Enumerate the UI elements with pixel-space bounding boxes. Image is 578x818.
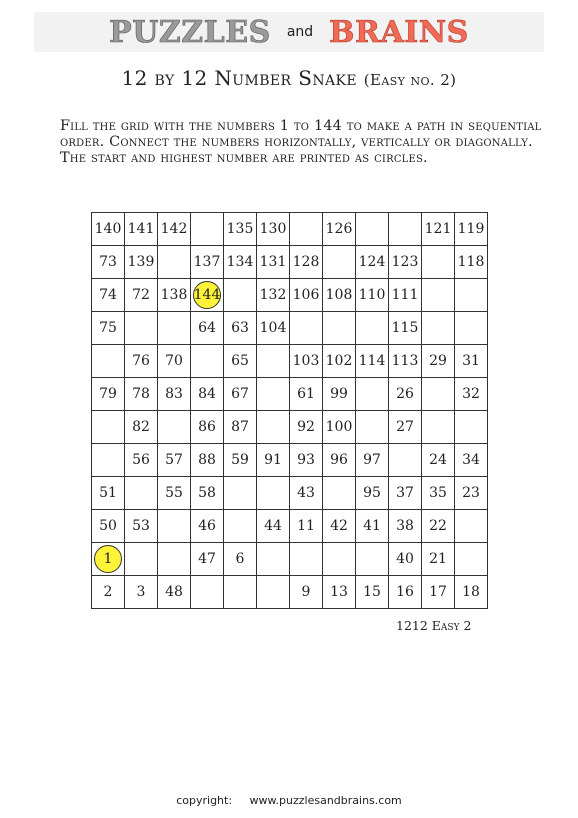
grid-cell[interactable]	[290, 477, 323, 510]
cell-value: 130	[259, 221, 287, 237]
website-link[interactable]: www.puzzlesandbrains.com	[249, 794, 402, 807]
cell-value: 2	[103, 584, 113, 600]
cell-value: 70	[165, 353, 183, 369]
cell-value: 140	[94, 221, 122, 237]
grid-cell[interactable]	[158, 444, 191, 477]
grid-cell[interactable]	[356, 312, 389, 345]
puzzle-grid	[91, 212, 488, 609]
cell-value: 27	[396, 419, 414, 435]
grid-cell[interactable]	[158, 576, 191, 609]
cell-value: 96	[330, 452, 348, 468]
cell-value: 23	[462, 485, 480, 501]
grid-cell[interactable]	[257, 246, 290, 279]
grid-cell[interactable]	[422, 444, 455, 477]
grid-cell[interactable]	[455, 576, 488, 609]
grid-cell[interactable]	[290, 246, 323, 279]
cell-value: 22	[429, 518, 447, 534]
grid-cell[interactable]	[455, 411, 488, 444]
grid-cell[interactable]	[290, 444, 323, 477]
cell-value: 40	[396, 551, 414, 567]
grid-cell[interactable]	[257, 444, 290, 477]
cell-value: 61	[297, 386, 315, 402]
grid-cell[interactable]	[125, 312, 158, 345]
grid-cell[interactable]	[224, 444, 257, 477]
cell-value: 63	[231, 320, 249, 336]
cell-value: 110	[358, 287, 386, 303]
cell-value: 13	[330, 584, 348, 600]
grid-cell[interactable]	[125, 246, 158, 279]
grid-cell[interactable]	[422, 213, 455, 246]
cell-value: 50	[99, 518, 117, 534]
grid-cell[interactable]	[356, 279, 389, 312]
cell-value: 134	[226, 254, 254, 270]
grid-cell[interactable]	[323, 543, 356, 576]
title-sub: (Easy no. 2)	[363, 71, 457, 89]
grid-cell[interactable]	[125, 345, 158, 378]
copyright-footer	[0, 794, 578, 807]
grid-cell[interactable]	[92, 411, 125, 444]
cell-value: 139	[127, 254, 155, 270]
grid-cell[interactable]	[323, 510, 356, 543]
grid-cell[interactable]	[356, 543, 389, 576]
grid-cell[interactable]	[323, 213, 356, 246]
cell-value: 142	[160, 221, 188, 237]
grid-cell[interactable]	[356, 345, 389, 378]
grid-cell[interactable]	[158, 543, 191, 576]
grid-cell[interactable]	[356, 576, 389, 609]
grid-cell[interactable]	[257, 576, 290, 609]
grid-cell[interactable]	[290, 279, 323, 312]
title-main: 12 by 12 Number Snake	[121, 66, 357, 90]
cell-value: 124	[358, 254, 386, 270]
grid-cell[interactable]	[125, 213, 158, 246]
grid-cell[interactable]	[224, 378, 257, 411]
grid-cell[interactable]	[389, 543, 422, 576]
grid-cell[interactable]	[389, 279, 422, 312]
grid-cell[interactable]	[389, 411, 422, 444]
logo-and: and	[286, 24, 314, 40]
cell-value: 34	[462, 452, 480, 468]
cell-value: 59	[231, 452, 249, 468]
grid-cell[interactable]	[356, 477, 389, 510]
cell-value: 38	[396, 518, 414, 534]
grid-cell[interactable]	[455, 345, 488, 378]
cell-value: 16	[396, 584, 414, 600]
grid-cell[interactable]	[323, 246, 356, 279]
grid-cell[interactable]	[290, 312, 323, 345]
cell-value: 56	[132, 452, 150, 468]
grid-cell[interactable]	[92, 246, 125, 279]
grid-cell[interactable]	[323, 477, 356, 510]
cell-value: 119	[457, 221, 485, 237]
grid-cell[interactable]	[191, 477, 224, 510]
cell-value: 46	[198, 518, 216, 534]
cell-value: 9	[301, 584, 311, 600]
cell-value: 114	[358, 353, 386, 369]
grid-cell[interactable]	[389, 477, 422, 510]
cell-value: 1	[94, 545, 122, 573]
grid-cell[interactable]	[92, 279, 125, 312]
cell-value: 48	[165, 584, 183, 600]
cell-value: 131	[259, 254, 287, 270]
grid-cell[interactable]	[158, 246, 191, 279]
grid-cell[interactable]	[125, 444, 158, 477]
grid-cell[interactable]	[191, 444, 224, 477]
grid-cell[interactable]	[257, 510, 290, 543]
grid-cell[interactable]	[422, 510, 455, 543]
cell-value: 65	[231, 353, 249, 369]
cell-value: 118	[457, 254, 485, 270]
grid-cell[interactable]	[191, 543, 224, 576]
cell-value: 74	[99, 287, 117, 303]
cell-value: 87	[231, 419, 249, 435]
cell-value: 126	[325, 221, 353, 237]
cell-value: 24	[429, 452, 447, 468]
cell-value: 108	[325, 287, 353, 303]
grid-cell[interactable]	[257, 345, 290, 378]
grid-cell[interactable]	[356, 510, 389, 543]
grid-cell[interactable]	[125, 576, 158, 609]
cell-value: 21	[429, 551, 447, 567]
grid-cell[interactable]	[191, 576, 224, 609]
grid-cell[interactable]	[323, 312, 356, 345]
cell-value: 42	[330, 518, 348, 534]
grid-cell[interactable]	[422, 378, 455, 411]
cell-value: 51	[99, 485, 117, 501]
grid-cell[interactable]	[92, 378, 125, 411]
grid-cell[interactable]	[323, 279, 356, 312]
grid-cell[interactable]	[389, 312, 422, 345]
grid-cell[interactable]	[290, 213, 323, 246]
grid-cell[interactable]	[257, 312, 290, 345]
grid-cell[interactable]	[125, 411, 158, 444]
cell-value: 37	[396, 485, 414, 501]
cell-value: 11	[297, 518, 315, 534]
grid-cell[interactable]	[422, 576, 455, 609]
grid-cell[interactable]	[92, 444, 125, 477]
grid-cell[interactable]	[290, 576, 323, 609]
cell-value: 31	[462, 353, 480, 369]
grid-cell[interactable]	[422, 279, 455, 312]
cell-value: 99	[330, 386, 348, 402]
logo-brains: BRAINS	[329, 14, 469, 50]
grid-cell[interactable]	[158, 345, 191, 378]
grid-cell[interactable]	[224, 543, 257, 576]
grid-cell[interactable]	[455, 213, 488, 246]
grid-cell[interactable]	[455, 510, 488, 543]
grid-cell[interactable]	[455, 246, 488, 279]
cell-value: 44	[264, 518, 282, 534]
cell-value: 102	[325, 353, 353, 369]
grid-cell[interactable]	[257, 213, 290, 246]
grid-cell[interactable]	[257, 411, 290, 444]
grid-cell[interactable]	[257, 378, 290, 411]
grid-cell[interactable]	[323, 345, 356, 378]
cell-value: 104	[259, 320, 287, 336]
grid-cell[interactable]	[224, 213, 257, 246]
cell-value: 86	[198, 419, 216, 435]
grid-cell[interactable]	[356, 444, 389, 477]
cell-value: 91	[264, 452, 282, 468]
grid-cell[interactable]	[191, 411, 224, 444]
grid-cell[interactable]	[455, 444, 488, 477]
grid-cell[interactable]	[422, 312, 455, 345]
cell-value: 17	[429, 584, 447, 600]
grid-cell[interactable]	[125, 477, 158, 510]
cell-value: 115	[391, 320, 419, 336]
grid-cell[interactable]	[389, 510, 422, 543]
grid-cell[interactable]	[422, 543, 455, 576]
grid-cell-circled[interactable]	[191, 279, 224, 312]
cell-value: 106	[292, 287, 320, 303]
cell-value: 93	[297, 452, 315, 468]
cell-value: 88	[198, 452, 216, 468]
grid-cell[interactable]	[323, 378, 356, 411]
grid-cell[interactable]	[323, 411, 356, 444]
instruction-line: The start and highest number are printed as circles.	[60, 150, 428, 166]
grid-cell[interactable]	[125, 279, 158, 312]
grid-cell[interactable]	[455, 378, 488, 411]
cell-value: 6	[235, 551, 245, 567]
grid-cell[interactable]	[389, 246, 422, 279]
cell-value: 92	[297, 419, 315, 435]
grid-cell[interactable]	[191, 378, 224, 411]
cell-value: 138	[160, 287, 188, 303]
grid-cell[interactable]	[356, 213, 389, 246]
cell-value: 72	[132, 287, 150, 303]
grid-cell[interactable]	[158, 411, 191, 444]
grid-cell-circled[interactable]	[92, 543, 125, 576]
grid-cell[interactable]	[290, 411, 323, 444]
page-title	[0, 66, 578, 90]
logo-banner	[34, 12, 544, 52]
cell-value: 84	[198, 386, 216, 402]
cell-value: 137	[193, 254, 221, 270]
cell-value: 100	[325, 419, 353, 435]
cell-value: 15	[363, 584, 381, 600]
grid-cell[interactable]	[158, 213, 191, 246]
grid-cell[interactable]	[389, 213, 422, 246]
grid-cell[interactable]	[323, 444, 356, 477]
cell-value: 82	[132, 419, 150, 435]
grid-cell[interactable]	[356, 246, 389, 279]
cell-value: 113	[391, 353, 419, 369]
cell-value: 103	[292, 353, 320, 369]
cell-value: 111	[391, 287, 419, 303]
cell-value: 64	[198, 320, 216, 336]
grid-cell[interactable]	[257, 477, 290, 510]
cell-value: 3	[136, 584, 146, 600]
grid-cell[interactable]	[422, 345, 455, 378]
grid-cell[interactable]	[290, 543, 323, 576]
cell-value: 76	[132, 353, 150, 369]
grid-cell[interactable]	[224, 477, 257, 510]
logo-puzzles: PUZZLES	[109, 14, 271, 50]
puzzle-code: 1212 Easy 2	[396, 618, 472, 633]
grid-cell[interactable]	[257, 279, 290, 312]
grid-cell[interactable]	[389, 576, 422, 609]
grid-cell[interactable]	[92, 345, 125, 378]
grid-cell[interactable]	[125, 543, 158, 576]
grid-cell[interactable]	[92, 477, 125, 510]
grid-cell[interactable]	[158, 312, 191, 345]
cell-value: 57	[165, 452, 183, 468]
grid-cell[interactable]	[92, 510, 125, 543]
grid-cell[interactable]	[455, 477, 488, 510]
grid-cell[interactable]	[356, 378, 389, 411]
grid-cell[interactable]	[92, 213, 125, 246]
grid-cell[interactable]	[224, 312, 257, 345]
cell-value: 29	[429, 353, 447, 369]
grid-cell[interactable]	[191, 312, 224, 345]
grid-cell[interactable]	[125, 510, 158, 543]
grid-cell[interactable]	[224, 345, 257, 378]
cell-value: 95	[363, 485, 381, 501]
grid-cell[interactable]	[323, 576, 356, 609]
cell-value: 79	[99, 386, 117, 402]
cell-value: 135	[226, 221, 254, 237]
grid-cell[interactable]	[290, 345, 323, 378]
grid-cell[interactable]	[125, 378, 158, 411]
cell-value: 41	[363, 518, 381, 534]
grid-cell[interactable]	[158, 279, 191, 312]
cell-value: 132	[259, 287, 287, 303]
grid-cell[interactable]	[389, 378, 422, 411]
instruction-line: Fill the grid with the numbers 1 to 144 to make a path in sequential	[60, 118, 542, 134]
copyright-label: copyright:	[176, 794, 233, 807]
grid-cell[interactable]	[257, 543, 290, 576]
cell-value: 97	[363, 452, 381, 468]
grid-cell[interactable]	[224, 279, 257, 312]
grid-cell[interactable]	[191, 246, 224, 279]
grid-cell[interactable]	[389, 345, 422, 378]
cell-value: 18	[462, 584, 480, 600]
grid-cell[interactable]	[422, 477, 455, 510]
cell-value: 58	[198, 485, 216, 501]
grid-cell[interactable]	[92, 312, 125, 345]
cell-value: 43	[297, 485, 315, 501]
cell-value: 121	[424, 221, 452, 237]
cell-value: 128	[292, 254, 320, 270]
grid-cell[interactable]	[422, 246, 455, 279]
instructions	[60, 118, 560, 166]
instruction-line: order. Connect the numbers horizontally, vertically or diagonally.	[60, 134, 533, 150]
cell-value: 123	[391, 254, 419, 270]
grid-cell[interactable]	[290, 510, 323, 543]
cell-value: 35	[429, 485, 447, 501]
cell-value: 83	[165, 386, 183, 402]
cell-value: 47	[198, 551, 216, 567]
cell-value: 67	[231, 386, 249, 402]
cell-value: 53	[132, 518, 150, 534]
grid-cell[interactable]	[422, 411, 455, 444]
grid-cell[interactable]	[455, 279, 488, 312]
grid-cell[interactable]	[224, 510, 257, 543]
grid-cell[interactable]	[356, 411, 389, 444]
cell-value: 141	[127, 221, 155, 237]
grid-cell[interactable]	[455, 543, 488, 576]
grid-cell[interactable]	[224, 576, 257, 609]
grid-cell[interactable]	[224, 246, 257, 279]
grid-cell[interactable]	[191, 345, 224, 378]
cell-value: 73	[99, 254, 117, 270]
grid-cell[interactable]	[224, 411, 257, 444]
grid-cell[interactable]	[455, 312, 488, 345]
cell-value: 32	[462, 386, 480, 402]
grid-cell[interactable]	[158, 378, 191, 411]
grid-cell[interactable]	[389, 444, 422, 477]
grid-cell[interactable]	[158, 477, 191, 510]
cell-value: 144	[193, 281, 221, 309]
cell-value: 78	[132, 386, 150, 402]
cell-value: 55	[165, 485, 183, 501]
grid-cell[interactable]	[92, 576, 125, 609]
cell-value: 26	[396, 386, 414, 402]
grid-cell[interactable]	[290, 378, 323, 411]
grid-cell[interactable]	[191, 213, 224, 246]
grid-cell[interactable]	[158, 510, 191, 543]
grid-cell[interactable]	[191, 510, 224, 543]
cell-value: 75	[99, 320, 117, 336]
